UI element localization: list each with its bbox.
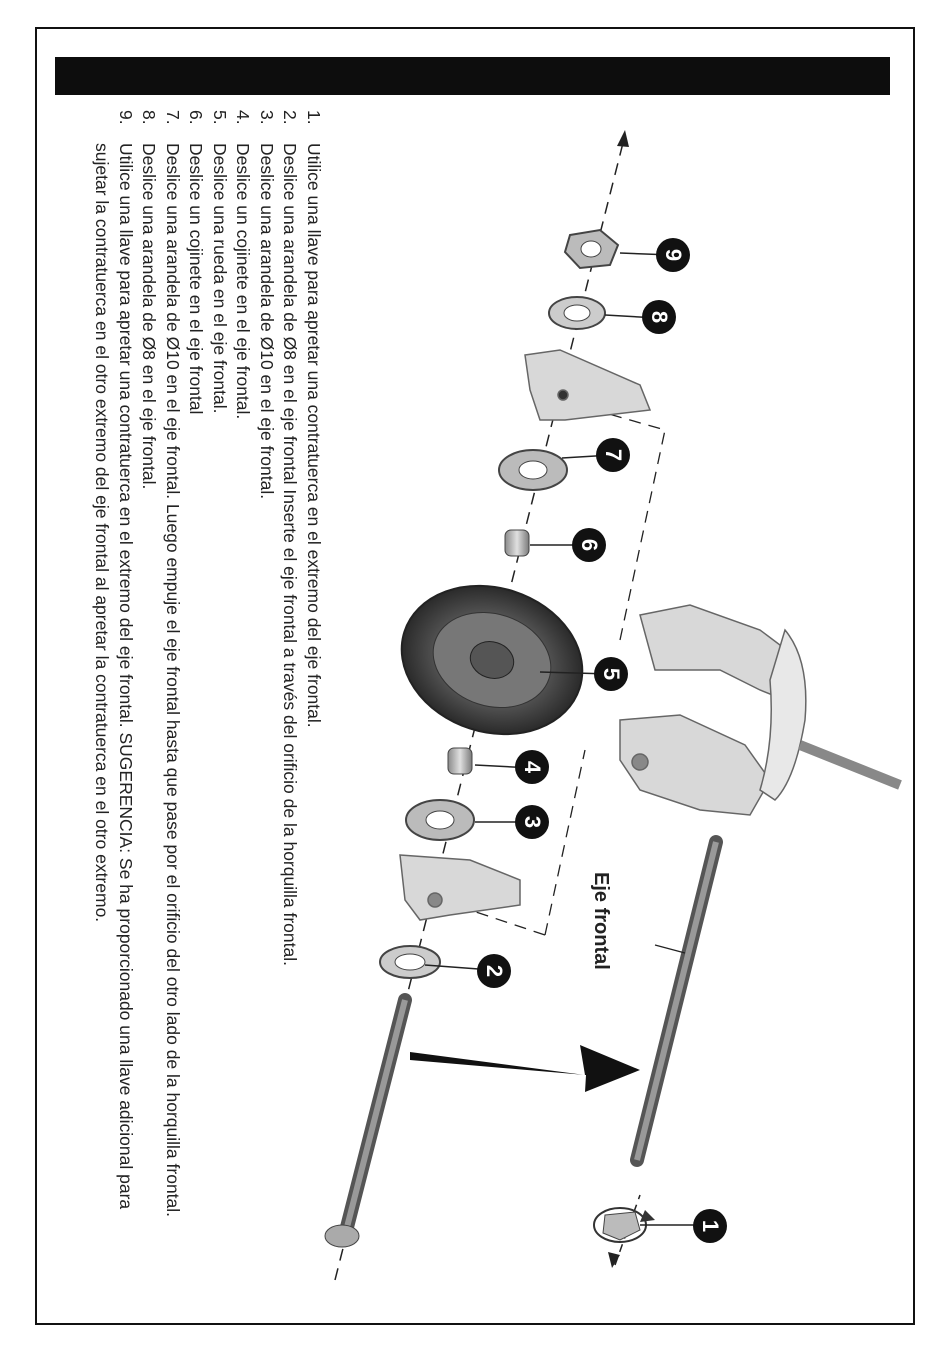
step-item: 9. Utilice una llave para apretar una contratuerca en el extremo del eje frontal. SUGERENCIA: Se ha proporcionado una llave adicional para sujetar la contratuerca en el otro extremo del eje frontal al apretar la contratuerca en el otro extremo. bbox=[92, 110, 136, 1210]
step-item: 3. Deslice una arandela de Ø10 en el eje frontal. bbox=[257, 110, 277, 500]
axis-arrow-top bbox=[617, 130, 629, 147]
callout-5: 5 bbox=[594, 657, 628, 691]
step-item: 2. Deslice una arandela de Ø8 en el eje frontal Inserte el eje frontal a través del orificio de la horquilla frontal. bbox=[280, 110, 301, 966]
callout-4: 4 bbox=[515, 750, 549, 784]
step-item: 7. Deslice una arandela de Ø10 en el eje frontal. Luego empuje el eje frontal hasta que pase por el orificio del otro lado de la horquilla frontal. bbox=[163, 110, 183, 1218]
fork-part-left bbox=[400, 855, 520, 920]
callout-6: 6 bbox=[572, 528, 606, 562]
fork-part-center bbox=[620, 605, 900, 815]
guide-dash-3 bbox=[560, 400, 665, 640]
steps-list bbox=[90, 110, 325, 1260]
callout-7: 7 bbox=[596, 438, 630, 472]
instructions-block bbox=[75, 110, 325, 1260]
direction-arrow bbox=[410, 1045, 640, 1092]
guide-dash-1 bbox=[545, 750, 585, 935]
assembled-axle-rod bbox=[325, 1000, 405, 1247]
front-axle-rod bbox=[637, 842, 716, 1160]
step-item: 5. Deslice una rueda en el eje frontal. bbox=[210, 110, 230, 414]
callout-2: 2 bbox=[477, 954, 511, 988]
step-item: 1. Utilice una llave para apretar una contratuerca en el extremo del eje frontal. bbox=[304, 110, 324, 728]
wheel bbox=[382, 563, 601, 757]
callout-9: 9 bbox=[656, 238, 690, 272]
fork-part-right-upper bbox=[525, 350, 650, 420]
axis-arrow-bottom bbox=[608, 1252, 620, 1268]
step-item: 6. Deslice un cojinete en el eje frontal bbox=[186, 110, 207, 415]
guide-dash-2 bbox=[470, 910, 545, 935]
bearing-right bbox=[505, 530, 529, 556]
bearing-left bbox=[448, 748, 472, 774]
axle-label: Eje frontal bbox=[590, 872, 612, 970]
callout-1: 1 bbox=[693, 1209, 727, 1243]
callout-8: 8 bbox=[642, 300, 676, 334]
step-item: 4. Deslice un cojinete en el eje frontal. bbox=[233, 110, 254, 420]
callout-3: 3 bbox=[515, 805, 549, 839]
step-item: 8. Deslice una arandela de Ø8 en el eje frontal. bbox=[139, 110, 160, 490]
